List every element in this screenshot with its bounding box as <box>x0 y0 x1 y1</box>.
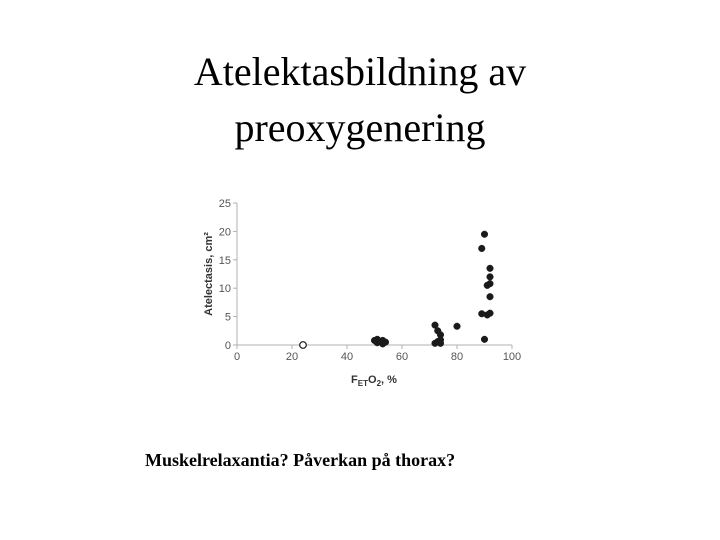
data-point <box>481 336 488 343</box>
data-point <box>487 310 494 317</box>
data-point <box>487 274 494 281</box>
y-tick-label: 0 <box>224 340 231 352</box>
x-tick-label: 40 <box>340 351 354 363</box>
data-point <box>487 293 494 300</box>
x-axis-label <box>351 374 397 388</box>
y-tick-label: 5 <box>224 311 231 324</box>
caption-text: Muskelrelaxantia? Påverkan på thorax? <box>145 450 456 470</box>
y-tick-label: 25 <box>218 198 231 210</box>
scatter-chart <box>190 190 530 405</box>
data-point <box>437 340 444 347</box>
data-point <box>481 231 488 238</box>
data-point <box>487 265 494 272</box>
data-point <box>478 245 485 252</box>
x-ticks <box>234 345 521 363</box>
x-tick-label: 20 <box>285 351 299 363</box>
data-point <box>454 323 461 330</box>
title-line-2: preoxygenering <box>234 105 486 150</box>
x-label-tail: , % <box>381 374 397 386</box>
x-label-main: F <box>351 374 358 386</box>
x-tick-label: 60 <box>395 351 409 363</box>
x-label-mid: O <box>368 374 377 386</box>
y-tick-label: 15 <box>218 254 231 267</box>
y-tick-label: 20 <box>218 226 231 239</box>
y-tick-label: 10 <box>218 283 231 296</box>
y-ticks <box>219 198 237 352</box>
y-axis-label: Atelectasis, cm² <box>203 232 215 316</box>
slide-title <box>0 44 720 156</box>
x-label-sub1: ET <box>357 379 369 388</box>
data-points <box>300 231 494 348</box>
x-tick-label: 100 <box>502 351 522 363</box>
title-line-1: Atelektasbildning av <box>193 49 527 94</box>
x-label-sub2: 2 <box>376 379 382 388</box>
data-point-open <box>300 342 307 349</box>
data-point <box>487 280 494 287</box>
data-point <box>382 339 389 346</box>
x-tick-label: 80 <box>450 351 464 363</box>
x-tick-label: 0 <box>233 351 241 363</box>
chart-axes <box>237 203 512 345</box>
